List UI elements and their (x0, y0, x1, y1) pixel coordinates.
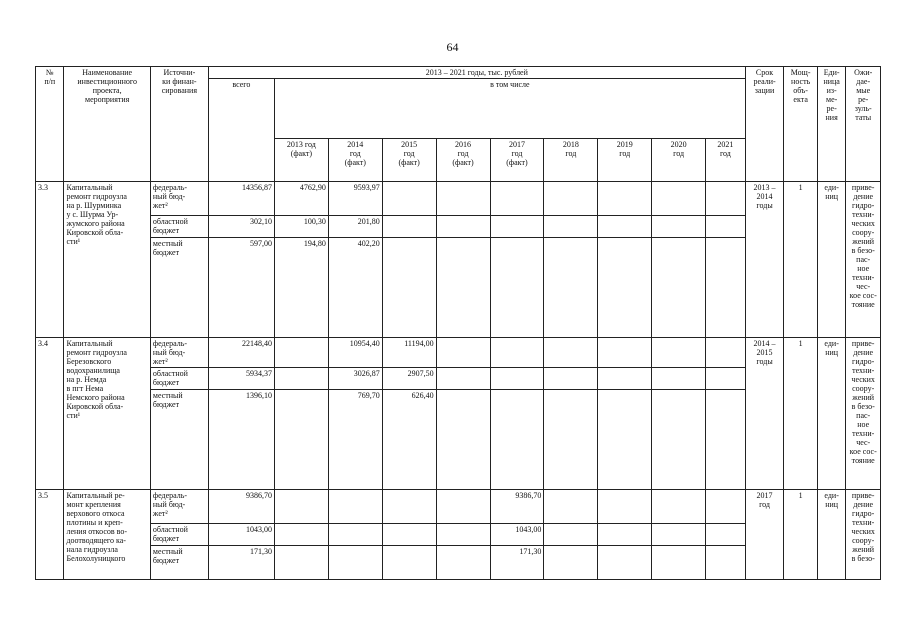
header-year: 2016 год (факт) (436, 139, 490, 182)
unit-cell: еди- ниц (817, 338, 845, 490)
header-funding-source: Источни- ки финан- сирования (150, 67, 208, 182)
year-value-cell (706, 368, 746, 390)
year-value-cell: 1043,00 (490, 524, 544, 546)
table-row (36, 490, 881, 524)
year-value-cell: 2907,50 (382, 368, 436, 390)
year-value-cell (652, 524, 706, 546)
year-value-cell (436, 338, 490, 368)
year-value-cell: 100,30 (274, 216, 328, 238)
power-cell: 1 (784, 490, 818, 580)
year-value-cell (598, 216, 652, 238)
year-value-cell (328, 490, 382, 524)
year-value-cell (706, 524, 746, 546)
year-value-cell: 3026,87 (328, 368, 382, 390)
total-cell: 5934,37 (208, 368, 274, 390)
year-value-cell: 626,40 (382, 390, 436, 490)
year-value-cell (382, 546, 436, 580)
year-value-cell (490, 368, 544, 390)
year-value-cell (544, 216, 598, 238)
year-value-cell (328, 524, 382, 546)
year-value-cell: 10954,40 (328, 338, 382, 368)
year-value-cell (598, 182, 652, 216)
header-year: 2017 год (факт) (490, 139, 544, 182)
header-year: 2019 год (598, 139, 652, 182)
year-value-cell: 201,80 (328, 216, 382, 238)
year-value-cell: 11194,00 (382, 338, 436, 368)
year-value-cell (652, 368, 706, 390)
header-power: Мощ- ность объ- екта (784, 67, 818, 182)
year-value-cell (652, 182, 706, 216)
year-value-cell (544, 238, 598, 338)
year-value-cell (382, 490, 436, 524)
project-name: Капитальный ремонт гидроузла Березовского водохранилища на р. Немда в пгт Нема Немского района Кировской обла- сти¹ (64, 338, 150, 490)
year-value-cell (382, 216, 436, 238)
year-value-cell: 769,70 (328, 390, 382, 490)
table-row (36, 182, 881, 216)
total-cell: 302,10 (208, 216, 274, 238)
year-value-cell (436, 238, 490, 338)
year-value-cell (544, 390, 598, 490)
header-year: 2015 год (факт) (382, 139, 436, 182)
funding-source: федераль- ный бюд- жет² (150, 338, 208, 368)
power-cell: 1 (784, 182, 818, 338)
year-value-cell (490, 338, 544, 368)
year-value-cell (652, 490, 706, 524)
year-value-cell (382, 182, 436, 216)
year-value-cell (598, 238, 652, 338)
year-value-cell: 171,30 (490, 546, 544, 580)
year-value-cell: 9593,97 (328, 182, 382, 216)
total-cell: 171,30 (208, 546, 274, 580)
row-number: 3.5 (36, 490, 64, 580)
year-value-cell (544, 524, 598, 546)
year-value-cell (544, 338, 598, 368)
funding-source: местный бюджет (150, 390, 208, 490)
table-row (36, 338, 881, 368)
investment-table (35, 66, 881, 580)
year-value-cell (706, 490, 746, 524)
year-value-cell (436, 182, 490, 216)
header-result: Ожи- дае- мые ре- зуль- таты (846, 67, 881, 182)
year-value-cell (706, 546, 746, 580)
year-value-cell (490, 390, 544, 490)
year-value-cell (544, 182, 598, 216)
year-value-cell (706, 238, 746, 338)
term-cell: 2014 – 2015 годы (745, 338, 784, 490)
year-value-cell (652, 390, 706, 490)
total-cell: 597,00 (208, 238, 274, 338)
year-value-cell (706, 338, 746, 368)
year-value-cell (436, 546, 490, 580)
year-value-cell (598, 524, 652, 546)
row-number: 3.3 (36, 182, 64, 338)
funding-source: областной бюджет (150, 216, 208, 238)
unit-cell: еди- ниц (817, 490, 845, 580)
year-value-cell (274, 546, 328, 580)
page-number: 64 (446, 40, 459, 54)
project-name: Капитальный ре- монт крепления верхового откоса плотины и креп- ления откосов во- доотводящего ка- нала гидроузла Белохолуницкого (64, 490, 150, 580)
project-name: Капитальный ремонт гидроузла на р. Шурминка у с. Шурма Ур- жумского района Кировской обла- сти¹ (64, 182, 150, 338)
year-value-cell: 9386,70 (490, 490, 544, 524)
year-value-cell: 4762,90 (274, 182, 328, 216)
unit-cell: еди- ниц (817, 182, 845, 338)
header-year: 2021 год (706, 139, 746, 182)
year-value-cell (544, 546, 598, 580)
header-term: Срок реали- зации (745, 67, 784, 182)
header-number: № п/п (36, 67, 64, 182)
result-cell: приве- дение гидро- техни- ческих соору- жений в безо- пас- ное техни- чес- кое сос- тояние (846, 182, 881, 338)
result-cell: приве- дение гидро- техни- ческих соору- жений в безо- (846, 490, 881, 580)
year-value-cell (436, 216, 490, 238)
table-header (36, 67, 881, 182)
year-value-cell (490, 238, 544, 338)
year-value-cell (274, 390, 328, 490)
year-value-cell (490, 182, 544, 216)
header-including: в том числе (274, 79, 745, 139)
year-value-cell (274, 338, 328, 368)
year-value-cell (328, 546, 382, 580)
header-year: 2020 год (652, 139, 706, 182)
year-value-cell (274, 490, 328, 524)
year-value-cell (652, 338, 706, 368)
total-cell: 22148,40 (208, 338, 274, 368)
header-unit: Еди- ница из- ме- ре- ния (817, 67, 845, 182)
year-value-cell (382, 524, 436, 546)
year-value-cell (544, 368, 598, 390)
header-year: 2013 год (факт) (274, 139, 328, 182)
total-cell: 9386,70 (208, 490, 274, 524)
year-value-cell (706, 216, 746, 238)
year-value-cell: 194,80 (274, 238, 328, 338)
year-value-cell (436, 390, 490, 490)
year-value-cell (274, 524, 328, 546)
funding-source: областной бюджет (150, 368, 208, 390)
term-cell: 2013 – 2014 годы (745, 182, 784, 338)
year-value-cell (274, 368, 328, 390)
funding-source: федераль- ный бюд- жет² (150, 490, 208, 524)
year-value-cell (436, 524, 490, 546)
term-cell: 2017 год (745, 490, 784, 580)
year-value-cell (652, 546, 706, 580)
row-number: 3.4 (36, 338, 64, 490)
year-value-cell (436, 490, 490, 524)
year-value-cell (382, 238, 436, 338)
year-value-cell (652, 216, 706, 238)
year-value-cell (598, 338, 652, 368)
year-value-cell (598, 490, 652, 524)
power-cell: 1 (784, 338, 818, 490)
year-value-cell (598, 368, 652, 390)
funding-source: областной бюджет (150, 524, 208, 546)
year-value-cell (652, 238, 706, 338)
header-period: 2013 – 2021 годы, тыс. рублей (208, 67, 745, 79)
funding-source: федераль- ный бюд- жет² (150, 182, 208, 216)
year-value-cell (544, 490, 598, 524)
year-value-cell (598, 390, 652, 490)
funding-source: местный бюджет (150, 238, 208, 338)
header-project-name: Наименование инвестиционного проекта, мероприятия (64, 67, 150, 182)
year-value-cell: 402,20 (328, 238, 382, 338)
year-value-cell (706, 390, 746, 490)
header-year: 2014 год (факт) (328, 139, 382, 182)
funding-source: местный бюджет (150, 546, 208, 580)
year-value-cell (598, 546, 652, 580)
year-value-cell (490, 216, 544, 238)
total-cell: 1396,10 (208, 390, 274, 490)
total-cell: 1043,00 (208, 524, 274, 546)
year-value-cell (706, 182, 746, 216)
result-cell: приве- дение гидро- техни- ческих соору- жений в безо- пас- ное техни- чес- кое сос- тояние (846, 338, 881, 490)
table-body (36, 182, 881, 580)
header-total: всего (208, 79, 274, 182)
total-cell: 14356,87 (208, 182, 274, 216)
year-value-cell (436, 368, 490, 390)
header-year: 2018 год (544, 139, 598, 182)
